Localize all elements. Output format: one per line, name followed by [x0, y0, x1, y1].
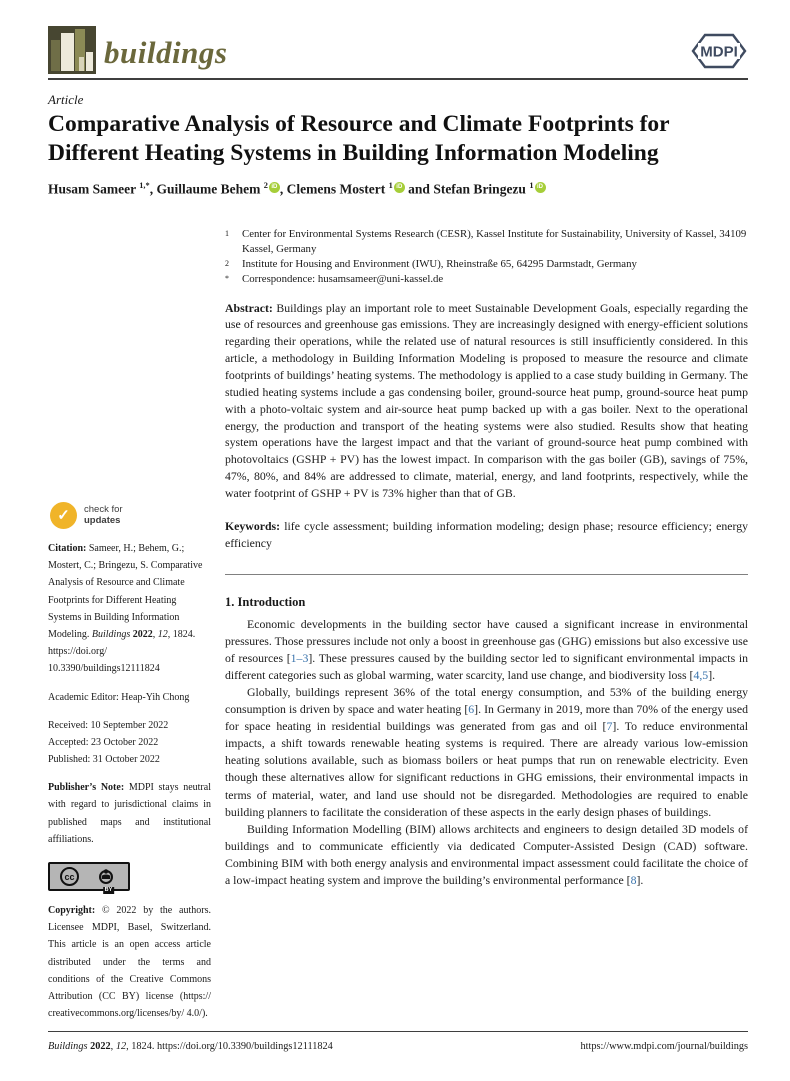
journal-header: [48, 26, 748, 80]
published-date: Published: 31 October 2022: [48, 754, 160, 766]
cc-by-license-badge[interactable]: [48, 862, 130, 891]
reference-link[interactable]: 1–3: [290, 650, 309, 665]
reference-link[interactable]: 7: [606, 719, 613, 734]
reference-link[interactable]: 6: [468, 702, 475, 717]
cc-icon: cc: [60, 867, 79, 886]
affiliation-1: [225, 227, 748, 257]
by-attribution-icon: BY: [99, 867, 118, 886]
page-footer: [48, 1031, 748, 1052]
journal-name: buildings: [104, 34, 228, 70]
checkmark-icon: ✓: [50, 502, 77, 529]
orcid-icon[interactable]: iD: [394, 182, 405, 193]
article-meta-sidebar: [48, 502, 211, 1022]
orcid-icon[interactable]: iD: [535, 182, 546, 193]
accepted-date: Accepted: 23 October 2022: [48, 736, 159, 748]
article-type-label: Article: [48, 92, 84, 107]
intro-paragraph-2: Globally, buildings represent 36% of the total energy consumption, and 53% of the building energy consumption is driven by space and water heating [6]. In Germany in 2019, more than 70% of the energy used for space heating in residential buildings was generated from gas and oil [7]. To reduce environmental impacts, a shift towards renewable heating systems is required. There are already various low-emission heating solutions available, such as biomass boilers or heat pumps that run on renewable electricity. Even though these alternatives allow for significant reductions in GHG emissions, their environmental impacts in terms of material, water, and land use should not be disregarded. Methodologies are required to enable building planners to facilitate the consideration of these aspects in the early design phases of buildings.: [225, 684, 748, 819]
affiliation-marker: 2: [225, 258, 229, 268]
introduction-heading: 1. Introduction: [225, 594, 306, 609]
abstract-text: Buildings play an important role to meet Sustainable Development Goals, especially regarding the use of resources and greenhouse gas emissions. They are increasingly designed with energy-efficient solutions regarding their operations, while the related use of natural resources is still insufficiently considered. In this article, a methodology in Building Information Modeling is proposed to measure the resource and climate footprints of buildings’ heating systems. The methodology is applied to a case study building in Germany. The studied heating systems include a gas condensing boiler, ground-source heat pump, ground-source heat pump with a photo-voltaic system and air-source heat pump backed up with a gas boiler. Next to the operational energy, the production and transport of the heating systems were also studied. Results show that heating system operations have the largest impact and that the variant of ground-source heat pump combined with photovoltaics (GSHP + PV) has the lowest impact. In comparison with the gas boiler (GB), savings of 75%, 47%, 80%, and 84% are addressed to climate, material, energy, and land footprints, respectively, while the water footprint of GSHP + PV is 73% higher than that of GB.: [225, 300, 748, 501]
intro-paragraph-3: Building Information Modelling (BIM) allows architects and engineers to design detailed 3D models of buildings and to communicate efficiently via dedicated Computer-Assisted Design (CAD) software. Combining BIM with both energy analysis and environmental impact assessment could facilitate the choice of a low-impact heating system and improve the building’s environmental performance [8].: [225, 821, 748, 887]
publishers-note: Publisher’s Note: MDPI stays neutral with regard to jurisdictional claims in published maps and institutional affiliations.: [48, 782, 211, 845]
keywords-text: life cycle assessment; building information modeling; design phase; resource efficiency; energy efficiency: [225, 518, 748, 550]
academic-editor: Academic Editor: Heap-Yih Chong: [48, 691, 190, 703]
check-for-updates-button[interactable]: [50, 502, 211, 529]
buildings-logo-icon: [48, 26, 96, 79]
dates-block: [48, 717, 211, 769]
intro-paragraph-1: Economic developments in the building sector have caused a significant increase in environmental pressures. Those pressures include not only a boost in greenhouse gas (GHG) emissions but also excessive use of resources [1–3]. These pressures caused by the building sector led to significant environmental impacts in different categories such as global warming, water scarcity, land use change, and biodiversity loss [4,5].: [225, 616, 749, 682]
affiliation-marker: 1: [225, 229, 229, 238]
check-for-updates-label: check for updates: [84, 503, 123, 526]
mdpi-logo[interactable]: [690, 32, 748, 75]
keywords-label: Keywords:: [225, 518, 281, 533]
journal-brand: [48, 26, 227, 79]
main-column: [225, 227, 748, 889]
affiliation-text: Institute for Housing and Environment (IWU), Rheinstraße 65, 64295 Darmstadt, Germany: [242, 257, 637, 270]
correspondence-line: [225, 272, 748, 287]
correspondence-text[interactable]: Correspondence: husamsameer@uni-kassel.de: [242, 272, 444, 285]
received-date: Received: 10 September 2022: [48, 719, 169, 731]
reference-link[interactable]: 4,5: [693, 667, 709, 682]
abstract: [225, 300, 748, 502]
reference-link[interactable]: 8: [630, 873, 637, 887]
affiliation-2: [225, 257, 748, 272]
citation-block: Citation: Sameer, H.; Behem, G.; Mostert, C.; Bringezu, S. Comparative Analysis of Resource and Climate Footprints for Different Heating Systems in Building Information Modeling. Buildings 2022, 12, 1824. https://doi.org/ 10.3390/buildings12111824: [48, 543, 203, 675]
section-divider: [225, 574, 748, 575]
orcid-icon[interactable]: iD: [269, 182, 280, 193]
correspondence-marker: *: [225, 273, 229, 283]
copyright-block: Copyright: © 2022 by the authors. Licensee MDPI, Basel, Switzerland. This article is an open access article distributed under the terms and conditions of the Creative Commons Attribution (CC BY) license (https:// creativecommons.org/licenses/by/ 4.0/).: [48, 905, 211, 1020]
footer-journal-link[interactable]: https://www.mdpi.com/journal/buildings: [580, 1041, 748, 1052]
footer-citation[interactable]: Buildings 2022, 12, 1824. https://doi.org/10.3390/buildings12111824: [48, 1041, 333, 1052]
author-line: Husam Sameer $^{1,*}$, Guillaume Behem $^2$ iD , Clemens Mostert $^1$ iD and Stefan Bringezu $^1$ iD: [48, 181, 752, 198]
svg-text:MDPI: MDPI: [700, 43, 738, 61]
abstract-label: Abstract:: [225, 300, 273, 315]
article-title: Comparative Analysis of Resource and Climate Footprints for Different Heating Systems in Building Information Modeling: [48, 111, 670, 167]
affiliation-text: Center for Environmental Systems Research (CESR), Kassel Institute for Sustainability, University of Kassel, 34109 Kassel, Germany: [242, 228, 747, 255]
keywords: [225, 518, 748, 552]
